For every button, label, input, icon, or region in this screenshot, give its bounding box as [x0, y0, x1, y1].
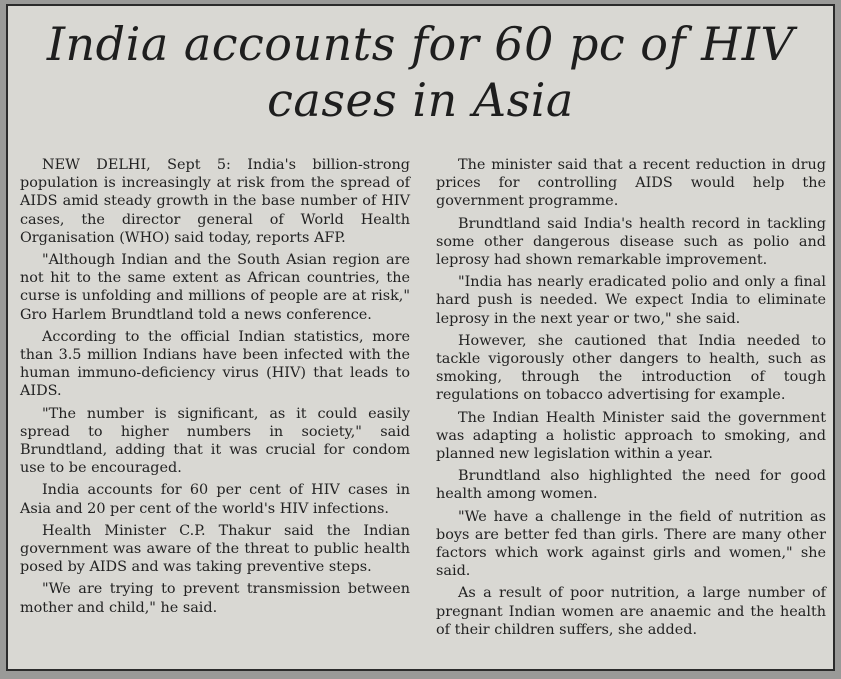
headline: India accounts for 60 pc of HIV cases in Asia: [46, 17, 795, 127]
paragraph: "We have a challenge in the field of nutrition as boys are better fed than girls. There are many other factors which work against girls and women," she said.: [436, 508, 826, 580]
article-column-right: [436, 156, 826, 643]
news-clipping: [6, 4, 835, 671]
paragraph: The Indian Health Minister said the government was adapting a holistic approach to smoking, and planned new legislation within a year.: [436, 409, 826, 463]
paragraph: Brundtland said India's health record in tackling some other dangerous disease such as polio and leprosy had shown remarkable improvement.: [436, 215, 826, 269]
paragraph: The minister said that a recent reduction in drug prices for controlling AIDS would help the government programme.: [436, 157, 826, 210]
paragraph: "We are trying to prevent transmission between mother and child," he said.: [20, 581, 410, 616]
paragraph: India accounts for 60 per cent of HIV cases in Asia and 20 per cent of the world's HIV infections.: [20, 482, 410, 517]
paragraph: As a result of poor nutrition, a large number of pregnant Indian women are anaemic and the health of their children suffers, she added.: [436, 585, 826, 638]
paragraph: "Although Indian and the South Asian region are not hit to the same extent as African countries, the curse is unfolding and millions of people are at risk," Gro Harlem Brundtland told a news conference.: [20, 252, 410, 323]
paragraph: Health Minister C.P. Thakur said the Indian government was aware of the threat to public health posed by AIDS and was taking preventive steps.: [20, 522, 410, 576]
paragraph: "The number is significant, as it could easily spread to higher numbers in society," said Brundtland, adding that it was crucial for condom use to be encouraged.: [20, 405, 410, 477]
paragraph: According to the official Indian statistics, more than 3.5 million Indians have been infected with the human immuno-deficiency virus (HIV) that leads to AIDS.: [20, 328, 410, 400]
paragraph: "India has nearly eradicated polio and only a final hard push is needed. We expect India to eliminate leprosy in the next year or two," she said.: [436, 274, 826, 327]
paragraph: NEW DELHI, Sept 5: India's billion-strong population is increasingly at risk from the spread of AIDS amid steady growth in the base number of HIV cases, the director general of World Health Organisation (WHO) said today, reports AFP.: [20, 157, 410, 246]
paragraph: Brundtland also highlighted the need for good health among women.: [436, 468, 826, 503]
article-column-left: [20, 156, 410, 621]
paragraph: However, she cautioned that India needed to tackle vigorously other dangers to health, such as smoking, through the introduction of tough regulations on tobacco advertising for example.: [436, 332, 826, 404]
